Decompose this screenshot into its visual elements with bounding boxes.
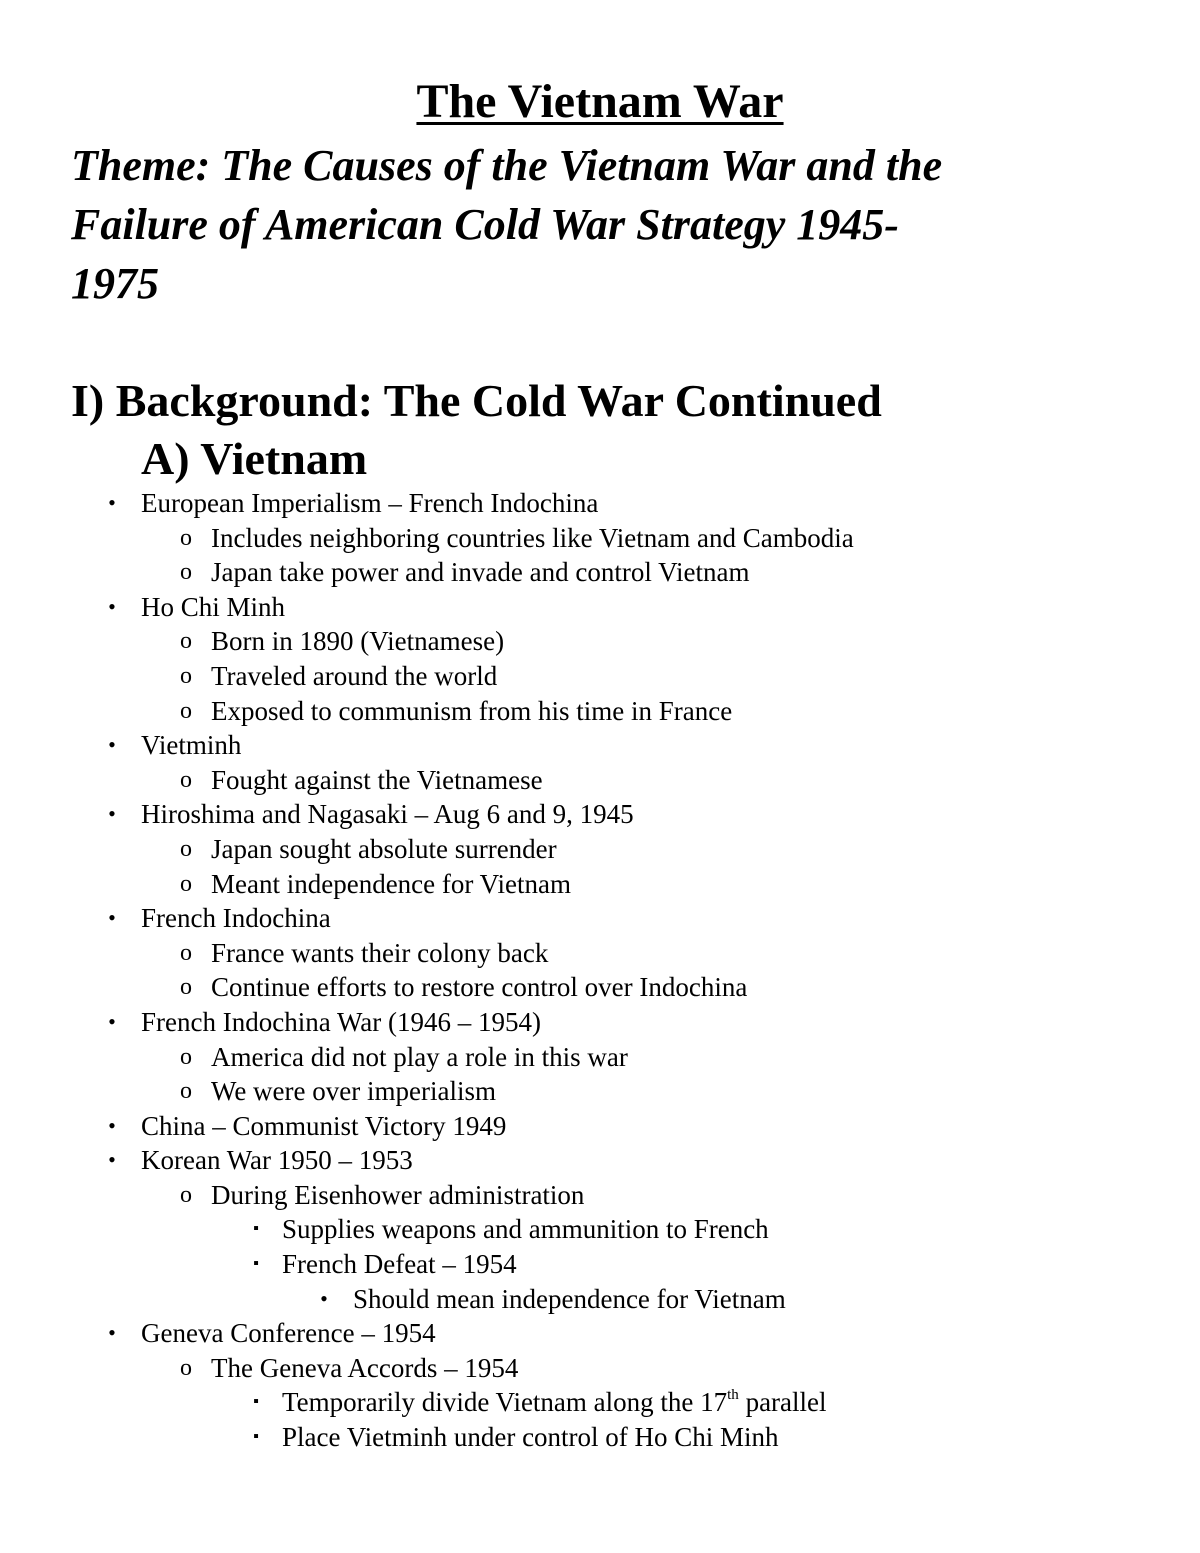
item-text: French Indochina	[141, 903, 331, 934]
hollow-bullet-icon: o	[180, 697, 192, 724]
hollow-bullet-icon: o	[180, 559, 192, 586]
outline-item	[0, 867, 1200, 902]
item-text-part: Temporarily divide Vietnam along the 17	[282, 1387, 728, 1418]
outline-item	[0, 1316, 1200, 1351]
bullet-icon: •	[108, 593, 116, 619]
item-text: Japan take power and invade and control Vietnam	[211, 557, 750, 588]
hollow-bullet-icon: o	[180, 870, 192, 897]
theme-line: Theme: The Causes of the Vietnam War and the	[71, 141, 943, 190]
item-text: French Defeat – 1954	[282, 1249, 517, 1280]
theme-line: 1975	[71, 259, 159, 308]
outline-item	[0, 1143, 1200, 1178]
outline-item	[0, 624, 1200, 659]
item-text: Ho Chi Minh	[141, 591, 286, 622]
outline-item	[0, 1005, 1200, 1040]
item-text: Korean War 1950 – 1953	[141, 1145, 413, 1176]
outline-item	[0, 832, 1200, 867]
bullet-icon: •	[108, 732, 116, 758]
outline-item	[0, 1247, 1200, 1282]
outline-item	[0, 936, 1200, 971]
outline-item	[0, 797, 1200, 832]
outline-item	[0, 1351, 1200, 1386]
item-text: Born in 1890 (Vietnamese)	[211, 626, 505, 657]
outline-item	[0, 1178, 1200, 1213]
outline-list	[0, 486, 1200, 1455]
outline-item	[0, 659, 1200, 694]
bullet-icon: •	[320, 1285, 328, 1311]
document-title: The Vietnam War	[416, 75, 784, 128]
outline-item	[0, 763, 1200, 798]
ordinal-superscript: th	[727, 1387, 739, 1404]
item-text: Supplies weapons and ammunition to French	[282, 1214, 769, 1245]
theme-statement	[71, 136, 1131, 313]
hollow-bullet-icon: o	[180, 939, 192, 966]
item-text: China – Communist Victory 1949	[141, 1110, 507, 1141]
item-text: Should mean independence for Vietnam	[353, 1283, 786, 1314]
outline-item	[0, 555, 1200, 590]
outline-item	[0, 970, 1200, 1005]
outline-item	[0, 694, 1200, 729]
bullet-icon: •	[108, 490, 116, 515]
hollow-bullet-icon: o	[180, 628, 192, 655]
outline-item	[0, 1040, 1200, 1075]
item-text	[282, 1385, 827, 1420]
hollow-bullet-icon: o	[180, 1078, 192, 1105]
bullet-icon: •	[108, 1112, 116, 1138]
square-bullet-icon: ▪	[253, 1220, 259, 1238]
item-text: France wants their colony back	[211, 937, 549, 968]
item-text-part: parallel	[738, 1387, 827, 1418]
theme-line: Failure of American Cold War Strategy 1945-	[71, 200, 899, 249]
hollow-bullet-icon: o	[180, 662, 192, 689]
outline-item	[0, 590, 1200, 625]
outline-item	[0, 1212, 1200, 1247]
item-text: French Indochina War (1946 – 1954)	[141, 1006, 541, 1037]
item-text: Vietminh	[141, 730, 242, 761]
item-text: Fought against the Vietnamese	[211, 764, 543, 795]
outline-item	[0, 1074, 1200, 1109]
subsection-heading: A) Vietnam	[141, 433, 368, 484]
bullet-icon: •	[108, 1320, 116, 1346]
item-text: Geneva Conference – 1954	[141, 1318, 436, 1349]
hollow-bullet-icon: o	[180, 1354, 192, 1381]
section-heading: I) Background: The Cold War Continued	[71, 375, 882, 426]
item-text: America did not play a role in this war	[211, 1041, 628, 1072]
bullet-icon: •	[108, 1008, 116, 1034]
item-text: Japan sought absolute surrender	[211, 833, 557, 864]
outline-item	[0, 1109, 1200, 1144]
item-text: We were over imperialism	[211, 1076, 496, 1107]
bullet-icon: •	[108, 1147, 116, 1173]
item-text: Hiroshima and Nagasaki – Aug 6 and 9, 1945	[141, 799, 634, 830]
item-text: Traveled around the world	[211, 660, 498, 691]
item-text: Exposed to communism from his time in France	[211, 695, 733, 726]
outline-item	[0, 521, 1200, 556]
outline-item	[0, 1282, 1200, 1317]
item-text: European Imperialism – French Indochina	[141, 488, 599, 518]
hollow-bullet-icon: o	[180, 524, 192, 551]
outline-item	[0, 901, 1200, 936]
outline-item	[0, 728, 1200, 763]
item-text: Place Vietminh under control of Ho Chi Minh	[282, 1422, 779, 1453]
hollow-bullet-icon: o	[180, 1181, 192, 1208]
hollow-bullet-icon: o	[180, 1043, 192, 1070]
square-bullet-icon: ▪	[253, 1393, 259, 1411]
square-bullet-icon: ▪	[253, 1428, 259, 1446]
hollow-bullet-icon: o	[180, 974, 192, 1001]
item-text: The Geneva Accords – 1954	[211, 1352, 519, 1383]
hollow-bullet-icon: o	[180, 835, 192, 862]
square-bullet-icon: ▪	[253, 1255, 259, 1273]
outline-item	[0, 486, 1200, 521]
item-text: Continue efforts to restore control over Indochina	[211, 972, 748, 1003]
item-text: During Eisenhower administration	[211, 1179, 585, 1210]
bullet-icon: •	[108, 801, 116, 827]
outline-item	[0, 1385, 1200, 1420]
bullet-icon: •	[108, 905, 116, 931]
outline-item	[0, 1420, 1200, 1455]
hollow-bullet-icon: o	[180, 766, 192, 793]
item-text: Includes neighboring countries like Vietnam and Cambodia	[211, 522, 854, 553]
item-text: Meant independence for Vietnam	[211, 868, 571, 899]
